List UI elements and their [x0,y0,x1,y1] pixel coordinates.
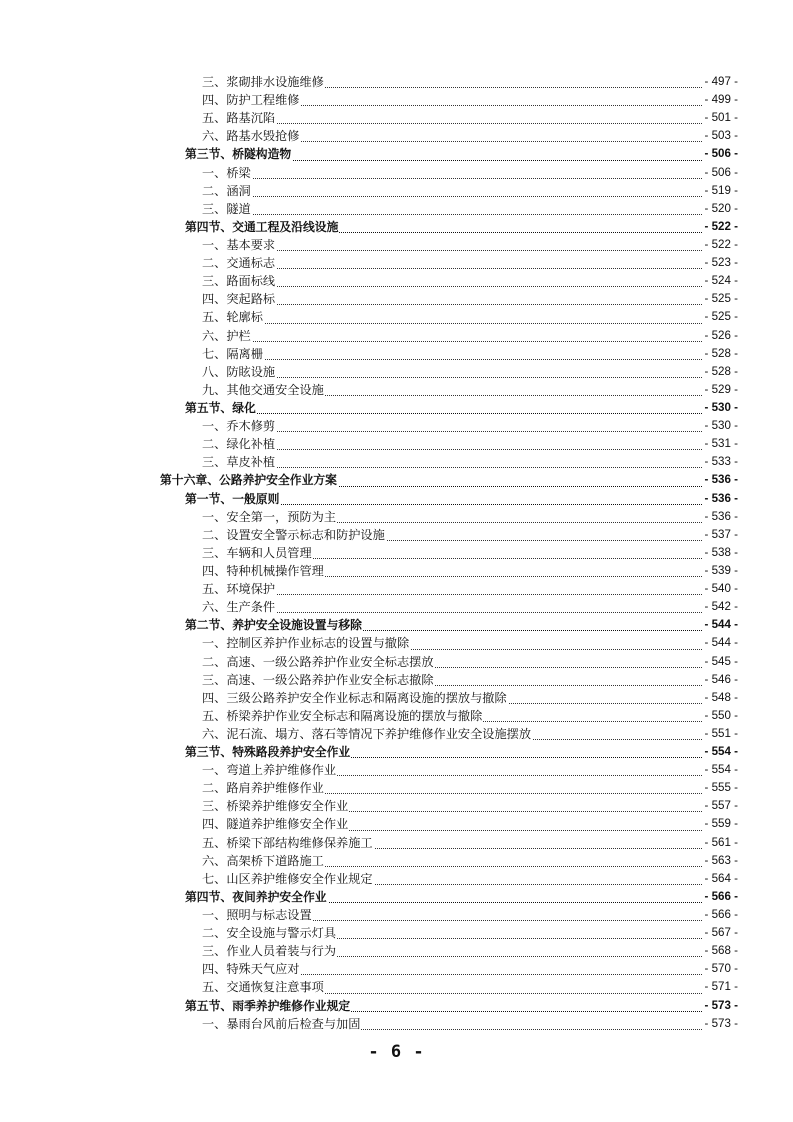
toc-entry-page: - 531 - [703,435,738,453]
toc-entry-page: - 559 - [703,815,738,833]
toc-entry-page: - 533 - [703,453,738,471]
toc-entry-page: - 522 - [703,236,738,254]
toc-entry-page: - 571 - [703,978,738,996]
toc-entry-title: 五、桥梁养护作业安全标志和隔离设施的摆放与撤除 [202,707,483,725]
toc-entry-section[interactable] [0,145,793,163]
toc-entry-title: 一、控制区养护作业标志的设置与撤除 [202,634,410,652]
toc-entry-page: - 542 - [703,598,738,616]
toc-entry-title: 八、防眩设施 [202,363,276,381]
toc-entry-item[interactable] [0,562,793,580]
toc-entry-title: 二、涵洞 [202,182,252,200]
toc-entry-page: - 550 - [703,707,738,725]
toc-entry-title: 五、环境保护 [202,580,276,598]
toc-entry-title: 三、桥梁养护维修安全作业 [202,797,349,815]
toc-entry-item[interactable] [0,290,793,308]
toc-entry-page: - 520 - [703,200,738,218]
toc-entry-item[interactable] [0,852,793,870]
toc-entry-section[interactable] [0,490,793,508]
toc-entry-item[interactable] [0,91,793,109]
toc-entry-page: - 573 - [703,1015,738,1033]
toc-entry-title: 六、路基水毁抢修 [202,127,301,145]
toc-entry-title: 四、特殊天气应对 [202,960,301,978]
toc-entry-title: 四、防护工程维修 [202,91,301,109]
toc-entry-title: 第二节、养护安全设施设置与移除 [185,616,363,634]
toc-entry-item[interactable] [0,381,793,399]
toc-entry-item[interactable] [0,363,793,381]
toc-entry-section[interactable] [0,218,793,236]
toc-entry-page: - 506 - [703,145,738,163]
toc-entry-page: - 525 - [703,290,738,308]
toc-entry-page: - 563 - [703,852,738,870]
toc-entry-title: 第十六章、公路养护安全作业方案 [160,471,338,489]
toc-entry-item[interactable] [0,978,793,996]
dot-leader [202,196,738,197]
toc-entry-chapter[interactable] [0,471,793,489]
toc-entry-page: - 555 - [703,779,738,797]
toc-entry-item[interactable] [0,761,793,779]
toc-entry-section[interactable] [0,997,793,1015]
toc-entry-page: - 537 - [703,526,738,544]
toc-entry-page: - 536 - [703,471,738,489]
toc-entry-title: 一、暴雨台风前后检查与加固 [202,1015,361,1033]
toc-entry-page: - 526 - [703,327,738,345]
toc-entry-item[interactable] [0,508,793,526]
toc-entry-title: 一、弯道上养护维修作业 [202,761,337,779]
toc-entry-page: - 567 - [703,924,738,942]
toc-entry-page: - 497 - [703,73,738,91]
toc-entry-item[interactable] [0,164,793,182]
page-number: - 6 - [368,1042,425,1062]
toc-entry-title: 三、草皮补植 [202,453,276,471]
toc-entry-title: 九、其他交通安全设施 [202,381,325,399]
dot-leader [202,467,738,468]
toc-entry-title: 七、隔离栅 [202,345,264,363]
toc-entry-page: - 570 - [703,960,738,978]
dot-leader [202,449,738,450]
toc-entry-section[interactable] [0,743,793,761]
toc-entry-page: - 528 - [703,345,738,363]
toc-entry-item[interactable] [0,182,793,200]
toc-entry-section[interactable] [0,616,793,634]
dot-leader [202,377,738,378]
toc-entry-page: - 528 - [703,363,738,381]
toc-entry-page: - 530 - [703,399,738,417]
toc-entry-item[interactable] [0,544,793,562]
toc-entry-title: 第一节、一般原则 [185,490,280,508]
toc-entry-title: 一、安全第一，预防为主 [202,508,337,526]
toc-entry-item[interactable] [0,109,793,127]
toc-entry-page: - 545 - [703,653,738,671]
toc-entry-item[interactable] [0,127,793,145]
toc-entry-item[interactable] [0,580,793,598]
toc-entry-item[interactable] [0,653,793,671]
toc-entry-page: - 548 - [703,689,738,707]
toc-entry-page: - 554 - [703,743,738,761]
toc-entry-item[interactable] [0,870,793,888]
toc-entry-item[interactable] [0,254,793,272]
toc-entry-page: - 539 - [703,562,738,580]
toc-entry-title: 三、作业人员着装与行为 [202,942,337,960]
toc-entry-title: 一、基本要求 [202,236,276,254]
toc-entry-item[interactable] [0,725,793,743]
toc-entry-item[interactable] [0,707,793,725]
toc-entry-title: 二、交通标志 [202,254,276,272]
toc-entry-page: - 519 - [703,182,738,200]
toc-entry-title: 三、路面标线 [202,272,276,290]
toc-entry-page: - 544 - [703,616,738,634]
toc-entry-title: 第三节、特殊路段养护安全作业 [185,743,351,761]
toc-entry-item[interactable] [0,960,793,978]
toc-entry-title: 二、高速、一级公路养护作业安全标志摆放 [202,653,435,671]
toc-entry-title: 二、安全设施与警示灯具 [202,924,337,942]
toc-entry-page: - 557 - [703,797,738,815]
toc-entry-title: 三、浆砌排水设施维修 [202,73,325,91]
toc-entry-title: 一、乔木修剪 [202,417,276,435]
toc-entry-item[interactable] [0,1015,793,1033]
toc-entry-page: - 501 - [703,109,738,127]
toc-entry-item[interactable] [0,272,793,290]
toc-entry-page: - 551 - [703,725,738,743]
toc-entry-item[interactable] [0,942,793,960]
toc-entry-page: - 536 - [703,508,738,526]
toc-entry-title: 六、泥石流、塌方、落石等情况下养护维修作业安全设施摆放 [202,725,532,743]
dot-leader [202,214,738,215]
toc-entry-page: - 524 - [703,272,738,290]
toc-entry-page: - 554 - [703,761,738,779]
toc-entry-item[interactable] [0,906,793,924]
toc-entry-page: - 530 - [703,417,738,435]
dot-leader [202,268,738,269]
toc-entry-title: 四、突起路标 [202,290,276,308]
toc-entry-title: 三、高速、一级公路养护作业安全标志撤除 [202,671,435,689]
toc-entry-item[interactable] [0,73,793,91]
toc-entry-title: 五、桥梁下部结构维修保养施工 [202,834,374,852]
dot-leader [202,323,738,324]
toc-entry-title: 六、护栏 [202,327,252,345]
toc-entry-item[interactable] [0,834,793,852]
toc-entry-item[interactable] [0,327,793,345]
dot-leader [202,359,738,360]
toc-entry-item[interactable] [0,598,793,616]
toc-entry-page: - 573 - [703,997,738,1015]
toc-entry-title: 第五节、绿化 [185,399,257,417]
dot-leader [202,431,738,432]
toc-entry-page: - 544 - [703,634,738,652]
toc-entry-item[interactable] [0,671,793,689]
dot-leader [185,413,738,414]
toc-entry-page: - 522 - [703,218,738,236]
toc-entry-title: 六、生产条件 [202,598,276,616]
toc-entry-title: 五、交通恢复注意事项 [202,978,325,996]
dot-leader [202,123,738,124]
toc-entry-page: - 523 - [703,254,738,272]
toc-entry-section[interactable] [0,399,793,417]
toc-entry-title: 四、三级公路养护安全作业标志和隔离设施的摆放与撤除 [202,689,508,707]
toc-entry-item[interactable] [0,435,793,453]
toc-entry-page: - 564 - [703,870,738,888]
toc-entry-title: 一、照明与标志设置 [202,906,313,924]
toc-entry-page: - 499 - [703,91,738,109]
toc-entry-item[interactable] [0,345,793,363]
toc-entry-page: - 568 - [703,942,738,960]
toc-entry-page: - 506 - [703,164,738,182]
dot-leader [202,286,738,287]
dot-leader [202,594,738,595]
toc-entry-page: - 538 - [703,544,738,562]
dot-leader [202,178,738,179]
toc-entry-item[interactable] [0,797,793,815]
toc-entry-title: 一、桥梁 [202,164,252,182]
dot-leader [202,341,738,342]
toc-entry-item[interactable] [0,689,793,707]
toc-entry-page: - 536 - [703,490,738,508]
toc-entry-page: - 566 - [703,906,738,924]
toc-entry-title: 六、高架桥下道路施工 [202,852,325,870]
toc-entry-page: - 546 - [703,671,738,689]
toc-entry-item[interactable] [0,815,793,833]
toc-entry-section[interactable] [0,888,793,906]
toc-entry-item[interactable] [0,417,793,435]
toc-entry-item[interactable] [0,924,793,942]
table-of-contents [0,73,793,1033]
toc-entry-title: 第五节、雨季养护维修作业规定 [185,997,351,1015]
toc-entry-title: 五、路基沉陷 [202,109,276,127]
toc-entry-page: - 540 - [703,580,738,598]
toc-entry-item[interactable] [0,308,793,326]
toc-entry-title: 二、绿化补植 [202,435,276,453]
toc-entry-title: 第三节、桥隧构造物 [185,145,292,163]
toc-entry-title: 七、山区养护维修安全作业规定 [202,870,374,888]
toc-entry-item[interactable] [0,526,793,544]
toc-entry-item[interactable] [0,779,793,797]
toc-entry-item[interactable] [0,200,793,218]
toc-entry-title: 三、车辆和人员管理 [202,544,313,562]
toc-entry-item[interactable] [0,634,793,652]
toc-entry-page: - 503 - [703,127,738,145]
toc-entry-page: - 561 - [703,834,738,852]
toc-entry-title: 第四节、交通工程及沿线设施 [185,218,339,236]
toc-entry-title: 四、特种机械操作管理 [202,562,325,580]
toc-entry-title: 二、设置安全警示标志和防护设施 [202,526,386,544]
dot-leader [202,612,738,613]
toc-entry-item[interactable] [0,453,793,471]
toc-entry-item[interactable] [0,236,793,254]
toc-entry-title: 二、路肩养护维修作业 [202,779,325,797]
toc-entry-page: - 566 - [703,888,738,906]
toc-entry-page: - 525 - [703,308,738,326]
toc-entry-title: 第四节、夜间养护安全作业 [185,888,328,906]
toc-entry-page: - 529 - [703,381,738,399]
toc-entry-title: 三、隧道 [202,200,252,218]
dot-leader [202,250,738,251]
toc-entry-title: 四、隧道养护维修安全作业 [202,815,349,833]
toc-entry-title: 五、轮廓标 [202,308,264,326]
dot-leader [202,304,738,305]
